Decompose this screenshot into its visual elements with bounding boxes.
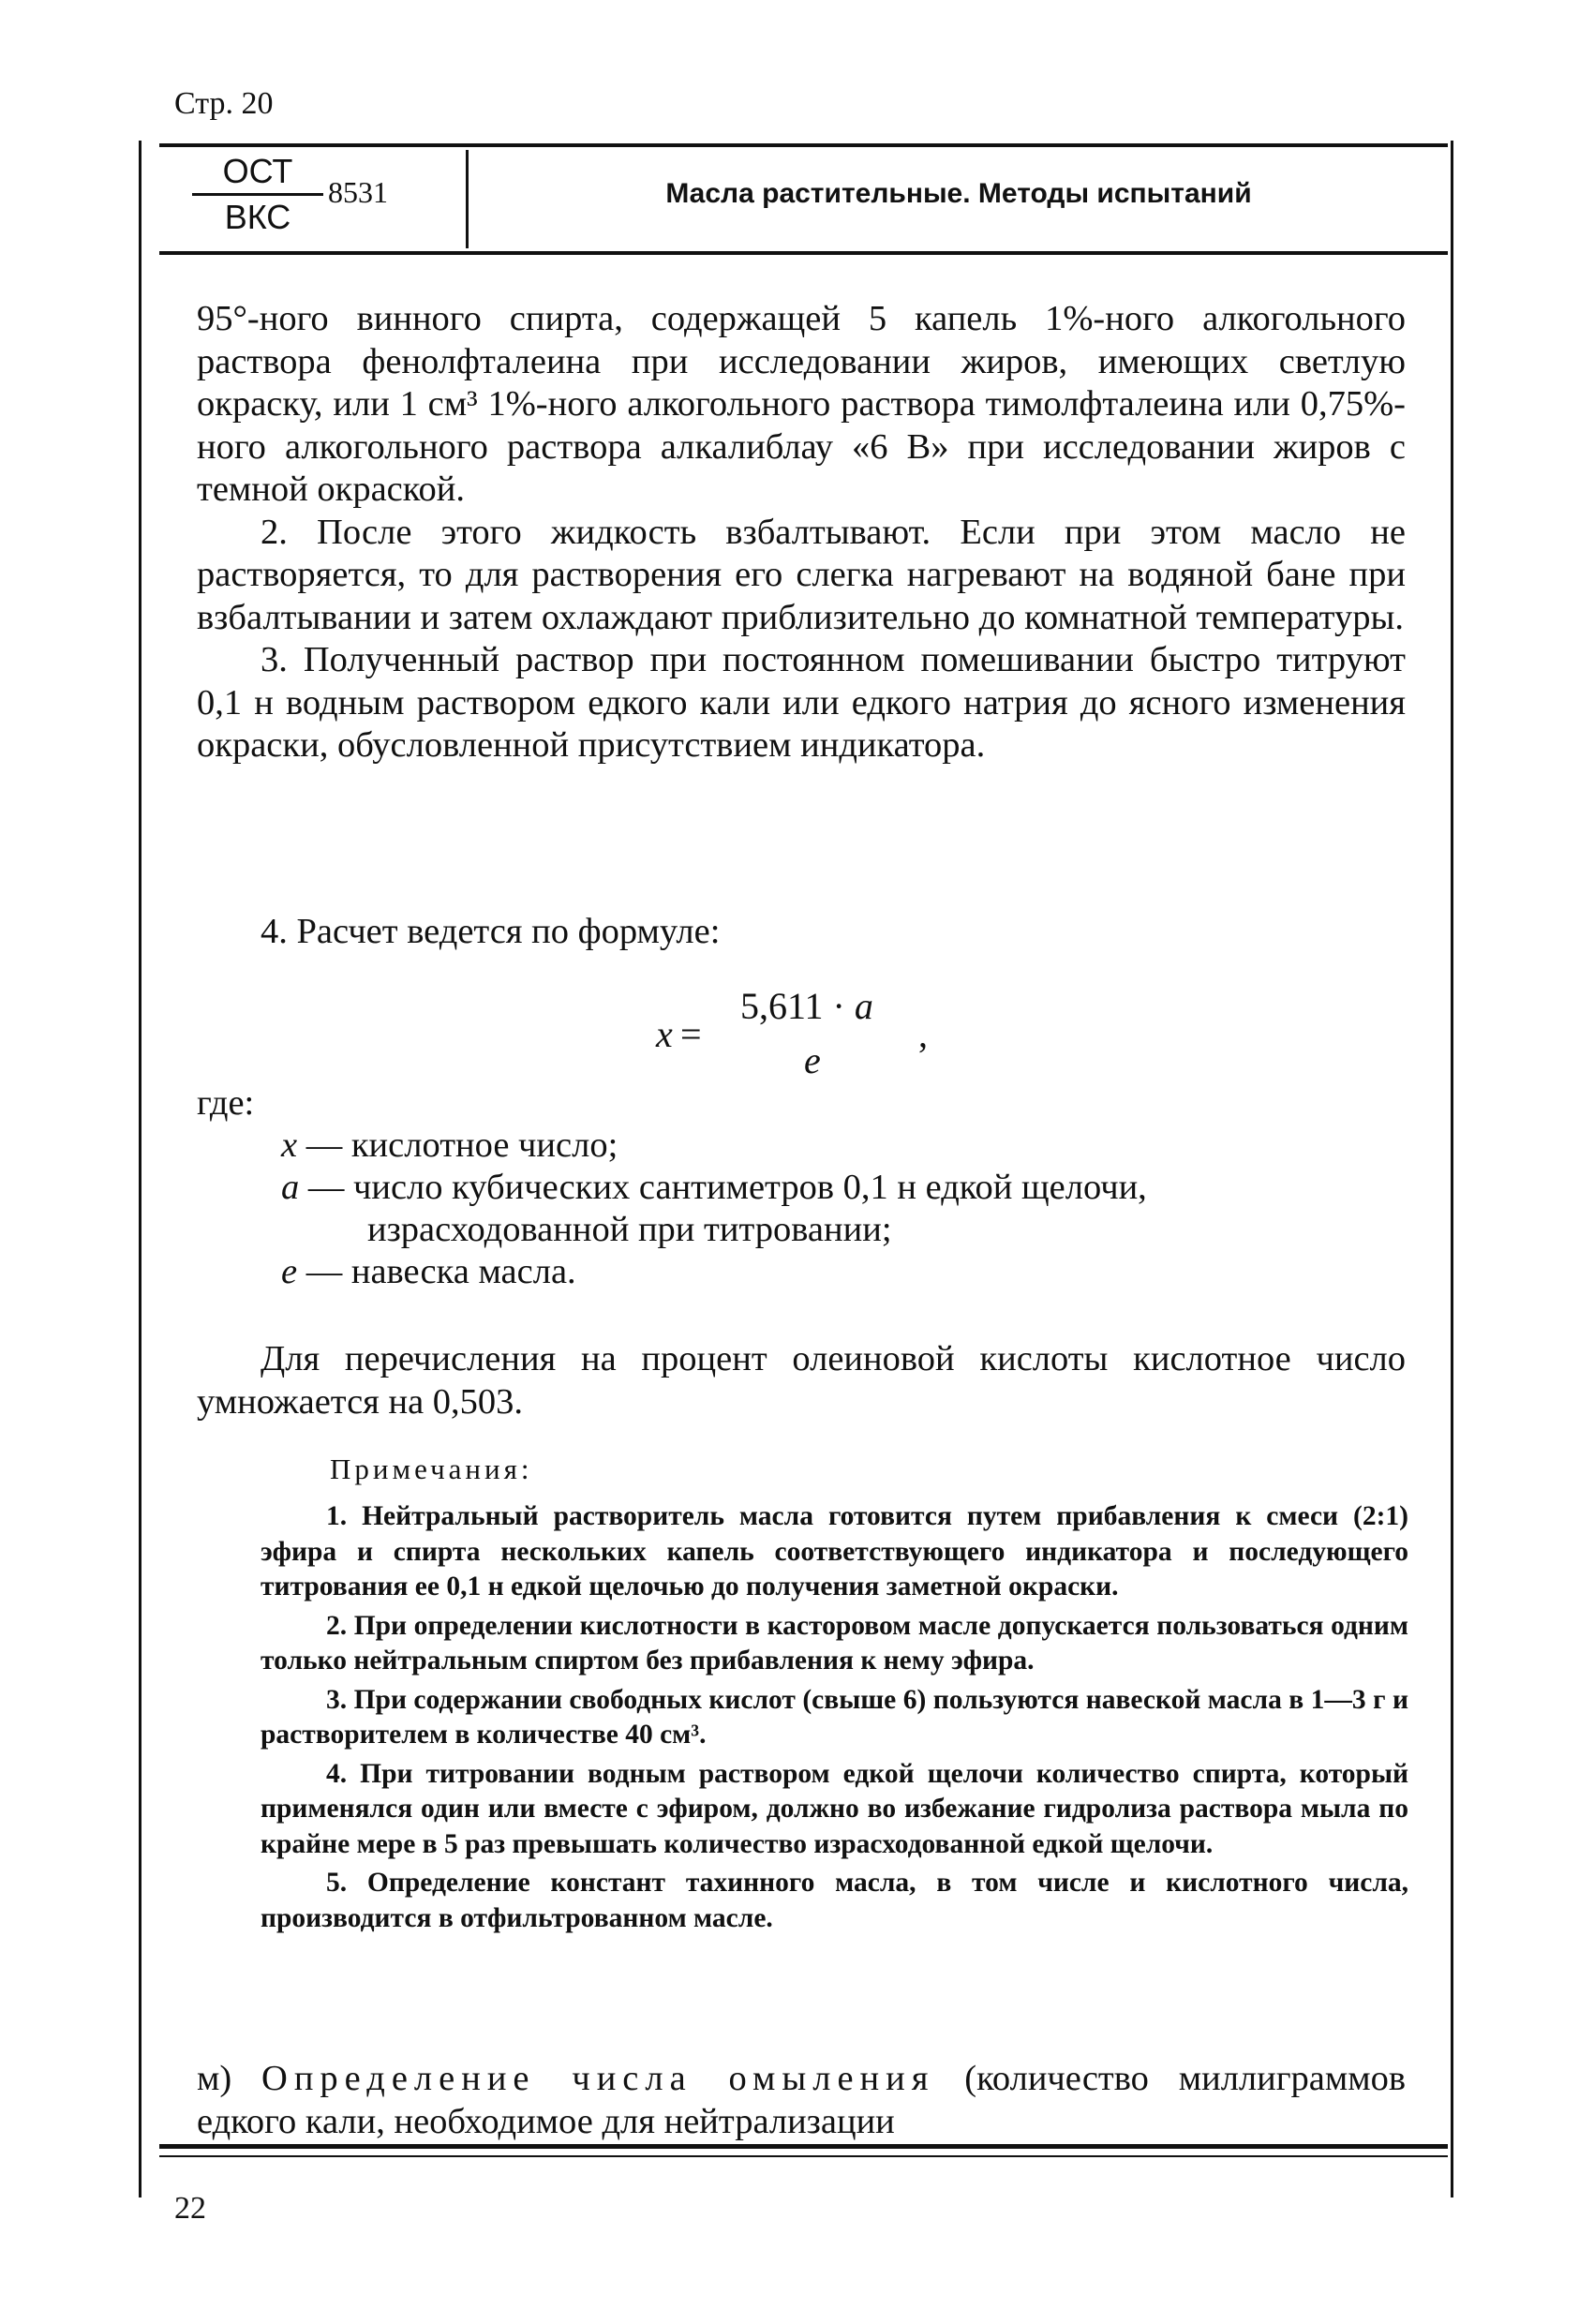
paragraph-2: 2. После этого жидкость взбалтывают. Если при этом масло не растворяется, то для растворения его слегка нагревают на водяной бане при взбалтывании и затем охлаждают приблизительно до комнатной температуры. <box>197 512 1406 637</box>
frame-right-rule <box>1451 141 1453 2197</box>
formula-equals: = <box>680 1013 702 1055</box>
section-text: (количество миллиграммов едкого кали, необходимое для нейтрализации <box>197 2059 1407 2141</box>
paragraph-4: 4. Расчет ведется по формуле: <box>261 912 721 951</box>
formula-denominator: e <box>804 1039 821 1081</box>
standard-code <box>192 152 323 237</box>
footer-rule <box>159 2144 1448 2149</box>
section-heading-paragraph <box>197 2057 1406 2143</box>
note-item: 2. При определении кислотности в касторовом масле допускается пользоваться одним только нейтральным спиртом без прибавления к нему эфира. <box>261 1610 1408 1676</box>
note-item: 5. Определение констант тахинного масла, в том числе и кислотного числа, производится в отфильтрованном масле. <box>261 1868 1408 1933</box>
formula <box>656 984 993 1096</box>
definition-symbol: a <box>281 1168 300 1207</box>
formula-numerator <box>740 984 873 1028</box>
section-heading: Определение числа омыления <box>261 2059 935 2098</box>
page-number: 22 <box>174 2191 206 2226</box>
standard-number: 8531 <box>328 175 388 209</box>
notes-list <box>261 1499 1408 1940</box>
definition-text: — кислотное число; <box>297 1125 618 1165</box>
notes-title: Примечания: <box>330 1452 533 1485</box>
definition-item <box>281 1167 1406 1251</box>
note-item: 3. При содержании свободных кислот (свыше 6) пользуются навеской масла в 1—3 г и растворителем в количестве 40 см³. <box>261 1684 1408 1750</box>
header-bottom-rule <box>159 251 1448 255</box>
definition-symbol: e <box>281 1252 298 1291</box>
where-label: где: <box>197 1083 255 1123</box>
formula-lhs: x <box>656 1013 673 1055</box>
formula-numerator-const: 5,611 · <box>740 985 855 1027</box>
definition-symbol: x <box>281 1125 298 1165</box>
definition-text: — число кубических сантиметров 0,1 н едкой щелочи, израсходованной при титровании; <box>299 1168 1147 1249</box>
definitions-list <box>281 1125 1406 1293</box>
frame-left-rule <box>139 141 142 2197</box>
definition-item <box>281 1251 1406 1293</box>
note-item: 1. Нейтральный растворитель масла готовится путем прибавления к смеси (2:1) эфира и спирта нескольких капель соответствующего индикатора и последующего титрования ее 0,1 н едкой щелочью до получения заметной окраски. <box>261 1501 1408 1601</box>
header-top-rule <box>159 143 1448 147</box>
body-upper <box>197 298 1406 767</box>
paragraph-continuation: 95°-ного винного спирта, содержащей 5 капель 1%-ного алкогольного раствора фенолфталеина при исследовании жиров, имеющих светлую окраску, или 1 см³ 1%-ного алкогольного раствора тимолфталеина или 0,75%-ного алкогольного раствора алкалиблау «6 В» при исследовании жиров с темной окраской. <box>197 299 1406 509</box>
formula-comma: , <box>918 1013 928 1055</box>
page-label: Стр. 20 <box>174 86 274 121</box>
note-item: 4. При титровании водным раствором едкой щелочи количество спирта, который применялся один или вместе с эфиром, должно во избежание гидролиза раствора мыла по крайне мере в 5 раз превышать количество израсходованной едкой щелочи. <box>261 1758 1408 1859</box>
definition-item <box>281 1125 1406 1167</box>
section-letter: м) <box>197 2059 232 2098</box>
standard-code-bottom: ВКС <box>224 198 291 236</box>
paragraph-conversion: Для перечисления на процент олеиновой кислоты кислотное число умножается на 0,503. <box>197 1339 1406 1422</box>
standard-code-top: ОСТ <box>192 152 323 196</box>
footer-rule-thin <box>159 2155 1448 2157</box>
formula-numerator-var: a <box>854 985 873 1027</box>
definition-text: — навеска масла. <box>297 1252 576 1291</box>
paragraph-3: 3. Полученный раствор при постоянном помешивании быстро титруют 0,1 н водным раствором едкого кали или едкого натрия до ясного изменения окраски, обусловленной присутствием индикатора. <box>197 640 1406 765</box>
document-title: Масла растительные. Методы испытаний <box>665 178 1252 209</box>
header-separator <box>466 150 469 248</box>
